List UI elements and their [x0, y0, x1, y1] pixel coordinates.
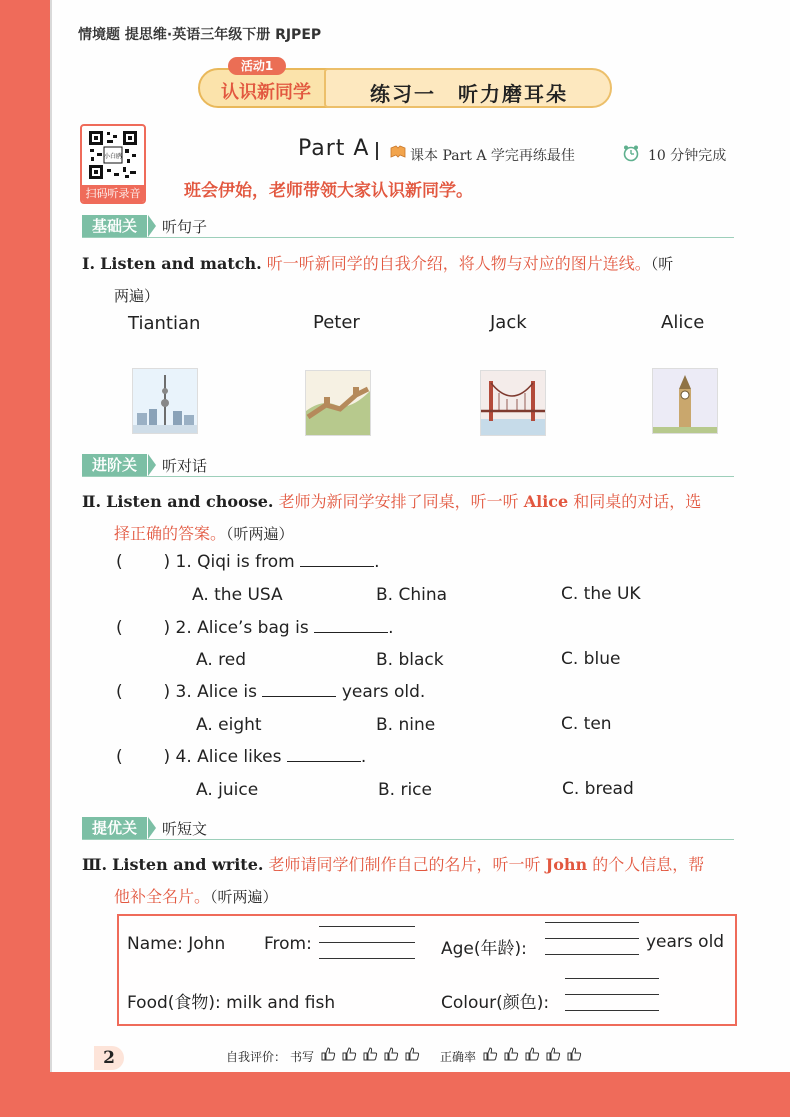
question-1-title: Listen and match. [100, 254, 262, 273]
option-a[interactable]: A. the USA [192, 585, 283, 605]
thumbs-up-icon[interactable] [503, 1046, 519, 1062]
alarm-clock-icon [622, 144, 640, 162]
question-3-instruction-cn: 老师请同学们制作自己的名片，听一听 [268, 855, 541, 874]
from-write-line[interactable] [319, 942, 415, 943]
book-header: 情境题 提思维·英语三年级下册 RJPEP [78, 27, 322, 43]
option-b[interactable]: B. black [376, 650, 444, 670]
card-name: Name: John [127, 934, 226, 954]
question-stem: Alice likes [197, 747, 282, 767]
colour-write-line[interactable] [565, 994, 659, 995]
accuracy-label: 正确率 [440, 1050, 477, 1064]
section-tag-basic: 基础关 [82, 215, 147, 237]
answer-paren-close: ) [163, 682, 171, 702]
person-jack: Jack [490, 312, 527, 333]
question-3-title: Listen and write. [112, 855, 264, 874]
question-2-title: Listen and choose. [106, 492, 274, 511]
answer-paren-open: ( [116, 552, 123, 572]
option-b[interactable]: B. nine [376, 715, 436, 735]
thumbs-up-icon[interactable] [545, 1046, 561, 1062]
option-b[interactable]: B. rice [378, 780, 432, 800]
section-tag-arrow [148, 454, 156, 476]
section-tag-excellence: 提优关 [82, 817, 147, 839]
fill-blank[interactable] [262, 696, 336, 697]
question-stem-end: . [374, 552, 380, 572]
page-frame-left [0, 0, 50, 1117]
thumbs-up-icon[interactable] [566, 1046, 582, 1062]
thumbs-up-icon[interactable] [383, 1046, 399, 1062]
book-hint-icon [390, 144, 406, 158]
answer-paren-close: ) [163, 618, 171, 638]
option-a[interactable]: A. juice [196, 780, 259, 800]
choice-question-3 [116, 682, 716, 702]
thumbs-up-icon[interactable] [524, 1046, 540, 1062]
qr-code-box[interactable] [80, 124, 146, 204]
option-c[interactable]: C. ten [561, 714, 612, 734]
question-stem-end: . [388, 618, 394, 638]
question-3-instruction-cn-2: 的个人信息，帮 [592, 855, 705, 874]
section-name-advanced: 听对话 [162, 457, 208, 475]
section-basic-header [82, 215, 734, 237]
writing-label: 书写 [290, 1050, 315, 1064]
option-b[interactable]: B. China [376, 585, 448, 605]
option-a[interactable]: A. eight [196, 715, 262, 735]
qr-code-icon [87, 129, 139, 181]
question-number: 4. [175, 747, 192, 767]
section-excellence-header [82, 817, 734, 839]
section-tag-advanced: 进阶关 [82, 454, 147, 476]
choice-question-4 [116, 747, 716, 767]
part-divider [376, 142, 378, 160]
section-rule [82, 476, 734, 477]
card-age-suffix: years old [646, 932, 725, 952]
question-1-listen-times: （听 [650, 255, 674, 273]
part-title: Part A [298, 136, 370, 161]
question-stem: Alice’s bag is [197, 618, 309, 638]
answer-paren-open: ( [116, 682, 123, 702]
question-stem: Alice is [197, 682, 258, 702]
bridge-icon[interactable] [480, 370, 546, 436]
question-2-instruction [82, 486, 734, 550]
thumbs-up-icon[interactable] [404, 1046, 420, 1062]
section-name-basic: 听句子 [162, 218, 208, 236]
question-2-instruction-cn: 老师为新同学安排了同桌，听一听 [278, 492, 519, 511]
question-stem: Qiqi is from [197, 552, 295, 572]
time-limit: 10 分钟完成 [648, 148, 727, 164]
question-number: 1. [175, 552, 192, 572]
question-stem-end: years old. [341, 682, 426, 702]
answer-paren-open: ( [116, 747, 123, 767]
option-a[interactable]: A. red [196, 650, 247, 670]
section-name-excellence: 听短文 [162, 820, 208, 838]
scene-text: 班会伊始，老师带领大家认识新同学。 [184, 181, 473, 201]
question-3-instruction [82, 849, 734, 913]
thumbs-up-icon[interactable] [341, 1046, 357, 1062]
question-number: 2. [175, 618, 192, 638]
choice-question-1 [116, 552, 716, 572]
person-peter: Peter [313, 312, 360, 333]
question-2-listen-times: （听两遍） [226, 525, 294, 543]
thumbs-up-icon[interactable] [362, 1046, 378, 1062]
age-write-line[interactable] [545, 954, 639, 955]
question-1-instruction-cn: 听一听新同学的自我介绍，将人物与对应的图片连线。 [266, 254, 651, 273]
choice-question-2 [116, 618, 716, 638]
from-write-line[interactable] [319, 926, 415, 927]
question-3-listen-times: （听两遍） [210, 888, 278, 906]
card-colour-label: Colour(颜色): [441, 993, 550, 1013]
thumbs-up-icon[interactable] [320, 1046, 336, 1062]
fill-blank[interactable] [287, 761, 361, 762]
card-food: Food(食物): milk and fish [127, 993, 336, 1013]
question-2-name: Alice [523, 492, 569, 511]
question-number: 3. [175, 682, 192, 702]
section-advanced-header [82, 454, 734, 476]
fill-blank[interactable] [300, 566, 374, 567]
section-rule [82, 839, 734, 840]
question-2-instruction-cn-3: 择正确的答案。 [114, 524, 227, 543]
card-from-label: From: [264, 934, 312, 954]
great-wall-icon[interactable] [305, 370, 371, 436]
exercise-title: 练习一 听力磨耳朵 [370, 82, 568, 106]
section-tag-arrow [148, 817, 156, 839]
card-age-label: Age(年龄): [441, 939, 527, 959]
section-tag-arrow [148, 215, 156, 237]
activity-badge: 活动1 [228, 57, 286, 75]
colour-write-line[interactable] [565, 1010, 659, 1011]
qr-brand: 小白鸥 [103, 153, 123, 160]
age-write-line[interactable] [545, 938, 639, 939]
name-card [117, 914, 737, 1026]
option-c[interactable]: C. blue [561, 649, 621, 669]
question-2-number: Ⅱ. [82, 492, 102, 511]
question-1-listen-times-cont: 两遍） [114, 287, 160, 305]
part-hint: 课本 Part A 学完再练最佳 [410, 148, 575, 164]
page-frame-bottom [0, 1072, 790, 1117]
from-write-line[interactable] [319, 958, 415, 959]
question-1-number: Ⅰ. [82, 254, 96, 273]
answer-paren-close: ) [163, 552, 171, 572]
question-1-instruction [82, 248, 734, 312]
option-c[interactable]: C. bread [562, 779, 634, 799]
clock-tower-icon[interactable] [652, 368, 718, 434]
self-eval-label: 自我评价： [226, 1050, 287, 1064]
section-rule [82, 237, 734, 238]
answer-paren-close: ) [163, 747, 171, 767]
activity-banner [198, 59, 612, 108]
fill-blank[interactable] [314, 632, 388, 633]
tower-skyline-icon[interactable] [132, 368, 198, 434]
question-stem-end: . [360, 747, 367, 767]
person-tiantian: Tiantian [128, 313, 201, 334]
question-3-number: Ⅲ. [82, 855, 108, 874]
age-write-line[interactable] [545, 922, 639, 923]
person-alice: Alice [661, 312, 705, 333]
activity-title: 认识新同学 [221, 82, 311, 103]
page-number: 2 [94, 1046, 124, 1070]
question-3-name: John [545, 855, 588, 874]
colour-write-line[interactable] [565, 978, 659, 979]
answer-paren-open: ( [116, 618, 123, 638]
thumbs-up-icon[interactable] [482, 1046, 498, 1062]
question-3-instruction-cn-3: 他补全名片。 [114, 887, 211, 906]
option-c[interactable]: C. the UK [561, 584, 641, 604]
question-2-instruction-cn-2: 和同桌的对话，选 [573, 492, 702, 511]
qr-label: 扫码听录音 [82, 185, 144, 202]
